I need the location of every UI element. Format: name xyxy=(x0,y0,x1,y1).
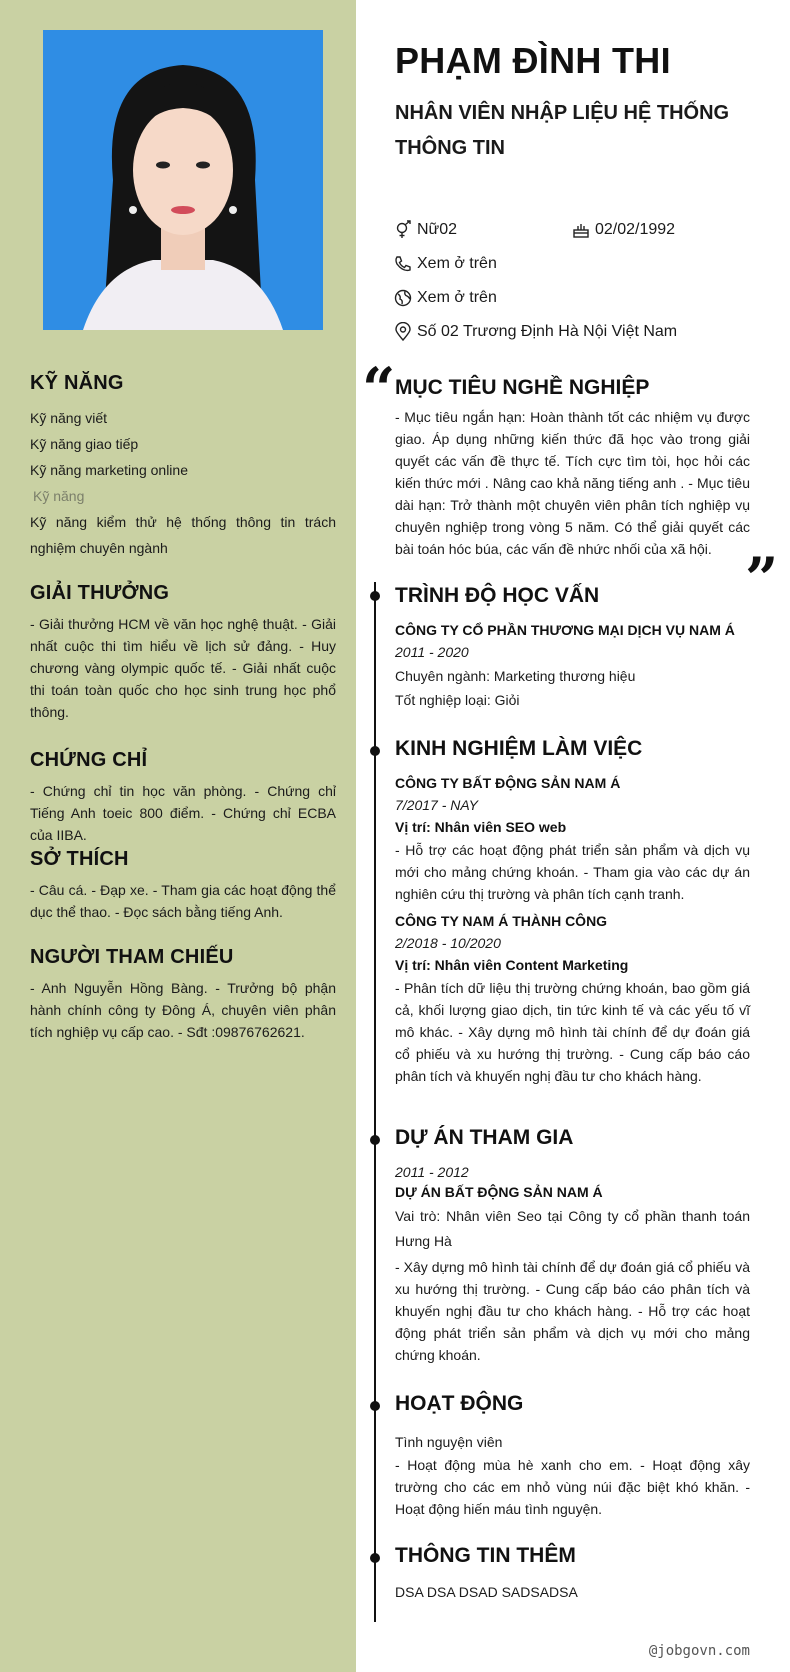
additional-text: DSA DSA DSAD SADSADSA xyxy=(395,1584,578,1600)
references-text: - Anh Nguyễn Hồng Bàng. - Trưởng bộ phận hành chính công ty Đông Á, chuyên viên phân tích nghiệp vụ cấp cao. - Sđt :09876762621. xyxy=(30,980,336,1040)
education-grade: Tốt nghiệp loại: Giỏi xyxy=(395,692,520,708)
phone-icon xyxy=(393,254,413,274)
job-title: NHÂN VIÊN NHẬP LIỆU HỆ THỐNG THÔNG TIN xyxy=(395,102,730,159)
address-info xyxy=(393,322,677,342)
profile-photo xyxy=(43,30,323,330)
project-description: - Xây dựng mô hình tài chính để dự đoán giá cổ phiếu và xu hướng thị trường. - Cung cấp báo cáo phân tích và khuyến nghị đầu tư cho khách hàng. - Hỗ trợ các hoạt động phát triển sản phẩm và dịch vụ mới cho mảng chứng khoán. xyxy=(395,1259,750,1363)
projects-section xyxy=(395,1126,750,1366)
open-quote-icon: “ xyxy=(362,355,396,423)
education-section xyxy=(395,584,750,712)
candidate-name: PHẠM ĐÌNH THI xyxy=(395,40,671,81)
awards-text: - Giải thưởng HCM về văn học nghệ thuật. - Giải nhất cuộc thi tìm hiểu về lịch sử đảng. - Huy chương vàng olympic quốc tế. - Giải nhất cuộc thi toán toàn quốc cho học sinh trung học phổ thông. xyxy=(30,616,336,720)
globe-icon xyxy=(393,288,413,308)
certificates-heading: CHỨNG CHỈ xyxy=(30,749,148,771)
skill-item: Kỹ năng xyxy=(33,488,85,504)
gender-value: Nữ02 xyxy=(417,221,458,238)
website-info xyxy=(393,288,497,308)
timeline-line xyxy=(374,582,376,1622)
activity-description: - Hoạt động mùa hè xanh cho em. - Hoạt động xây trường cho các em nhỏ vùng núi đặc biệt khó khăn. - Hoạt động hiến máu tình nguyện. xyxy=(395,1457,750,1517)
phone-info xyxy=(393,254,497,274)
hobbies-section xyxy=(30,848,336,923)
education-org: CÔNG TY CỔ PHẦN THƯƠNG MẠI DỊCH VỤ NAM Á xyxy=(395,622,735,638)
activities-heading: HOẠT ĐỘNG xyxy=(395,1392,524,1415)
objective-text: - Mục tiêu ngắn hạn: Hoàn thành tốt các nhiệm vụ được giao. Áp dụng những kiến thức đã học vào trong giải quyết các vấn đề thực tế. Tích cực tìm tòi, học hỏi các kiến thức mới . Nâng cao khả năng tiếng anh . - Mục tiêu dài hạn: Trở thành một chuyên viên phân tích nghiệp vụ chuyên nghiệp trong vòng 5 năm. Có thể giải quyết các bài toán hóc búa, các vấn đề nhức nhối của xã hội. xyxy=(395,409,750,557)
job-description: - Hỗ trợ các hoạt động phát triển sản phẩm và dịch vụ mới cho mảng chứng khoán. - Tham gia vào các dự án nghiên cứu thị trường và phân tích cạnh tranh. xyxy=(395,842,750,902)
birthday-info xyxy=(571,220,675,240)
close-quote-icon: ” xyxy=(745,545,779,613)
awards-heading: GIẢI THƯỞNG xyxy=(30,582,170,604)
job-date: 2/2018 - 10/2020 xyxy=(395,935,501,951)
project-name: DỰ ÁN BẤT ĐỘNG SẢN NAM Á xyxy=(395,1184,603,1200)
projects-heading: DỰ ÁN THAM GIA xyxy=(395,1126,574,1149)
skills-heading: KỸ NĂNG xyxy=(30,372,124,394)
gender-info xyxy=(393,220,457,240)
education-date: 2011 - 2020 xyxy=(395,644,469,660)
references-section xyxy=(30,946,336,1043)
skill-item: Kỹ năng giao tiếp xyxy=(30,436,139,452)
job-position: Vị trí: Nhân viên Content Marketing xyxy=(395,957,629,973)
skill-item: Kỹ năng viết xyxy=(30,410,108,426)
gender-icon xyxy=(393,220,413,240)
job-description: - Phân tích dữ liệu thị trường chứng khoán, bao gồm giá cả, khối lượng giao dịch, tin tức kinh tế và các yếu tố vĩ mô khác. - Xây dựng mô hình tài chính để dự đoán giá cổ phiếu và xu hướng thị trường. - Cung cấp báo cáo phân tích và khuyến nghị đầu tư cho khách hàng. xyxy=(395,980,750,1084)
skills-section xyxy=(30,372,336,561)
skill-item: Kỹ năng kiểm thử hệ thống thông tin trách nghiệm chuyên ngành xyxy=(30,514,336,556)
objective-section xyxy=(395,376,750,560)
address-value: Số 02 Trương Định Hà Nội Việt Nam xyxy=(417,323,678,340)
job-org: CÔNG TY NAM Á THÀNH CÔNG xyxy=(395,913,608,929)
awards-section xyxy=(30,582,336,723)
experience-heading: KINH NGHIỆM LÀM VIỆC xyxy=(395,737,643,760)
hobbies-text: - Câu cá. - Đạp xe. - Tham gia các hoạt động thể dục thể thao. - Đọc sách bằng tiếng Anh. xyxy=(30,882,336,920)
project-date: 2011 - 2012 xyxy=(395,1164,469,1180)
certificates-section xyxy=(30,749,336,846)
cake-icon xyxy=(571,220,591,240)
timeline-dot xyxy=(370,1401,380,1411)
education-heading: TRÌNH ĐỘ HỌC VẤN xyxy=(395,584,600,607)
hobbies-heading: SỞ THÍCH xyxy=(30,848,129,870)
job-position: Vị trí: Nhân viên SEO web xyxy=(395,819,567,835)
job-org: CÔNG TY BẤT ĐỘNG SẢN NAM Á xyxy=(395,775,621,791)
timeline-dot xyxy=(370,1135,380,1145)
activity-role: Tình nguyện viên xyxy=(395,1434,503,1450)
timeline-dot xyxy=(370,1553,380,1563)
birthday-value: 02/02/1992 xyxy=(595,221,676,238)
timeline-dot xyxy=(370,746,380,756)
phone-value: Xem ở trên xyxy=(417,255,497,272)
experience-section xyxy=(395,737,750,1087)
additional-section xyxy=(395,1544,750,1604)
skill-item: Kỹ năng marketing online xyxy=(30,462,188,478)
certificates-text: - Chứng chỉ tin học văn phòng. - Chứng chỉ Tiếng Anh toeic 800 điểm. - Chứng chỉ ECBA của IIBA. xyxy=(30,783,336,843)
additional-heading: THÔNG TIN THÊM xyxy=(395,1544,576,1567)
map-pin-icon xyxy=(393,322,413,342)
references-heading: NGƯỜI THAM CHIẾU xyxy=(30,946,234,968)
activities-section xyxy=(395,1392,750,1520)
objective-heading: MỤC TIÊU NGHỀ NGHIỆP xyxy=(395,376,650,399)
education-major: Chuyên ngành: Marketing thương hiệu xyxy=(395,668,636,684)
timeline-dot xyxy=(370,591,380,601)
footer-watermark: @jobgovn.com xyxy=(648,1643,750,1659)
website-value: Xem ở trên xyxy=(417,289,497,306)
job-date: 7/2017 - NAY xyxy=(395,797,479,813)
project-role: Vai trò: Nhân viên Seo tại Công ty cổ phần thanh toán Hưng Hà xyxy=(395,1208,750,1249)
